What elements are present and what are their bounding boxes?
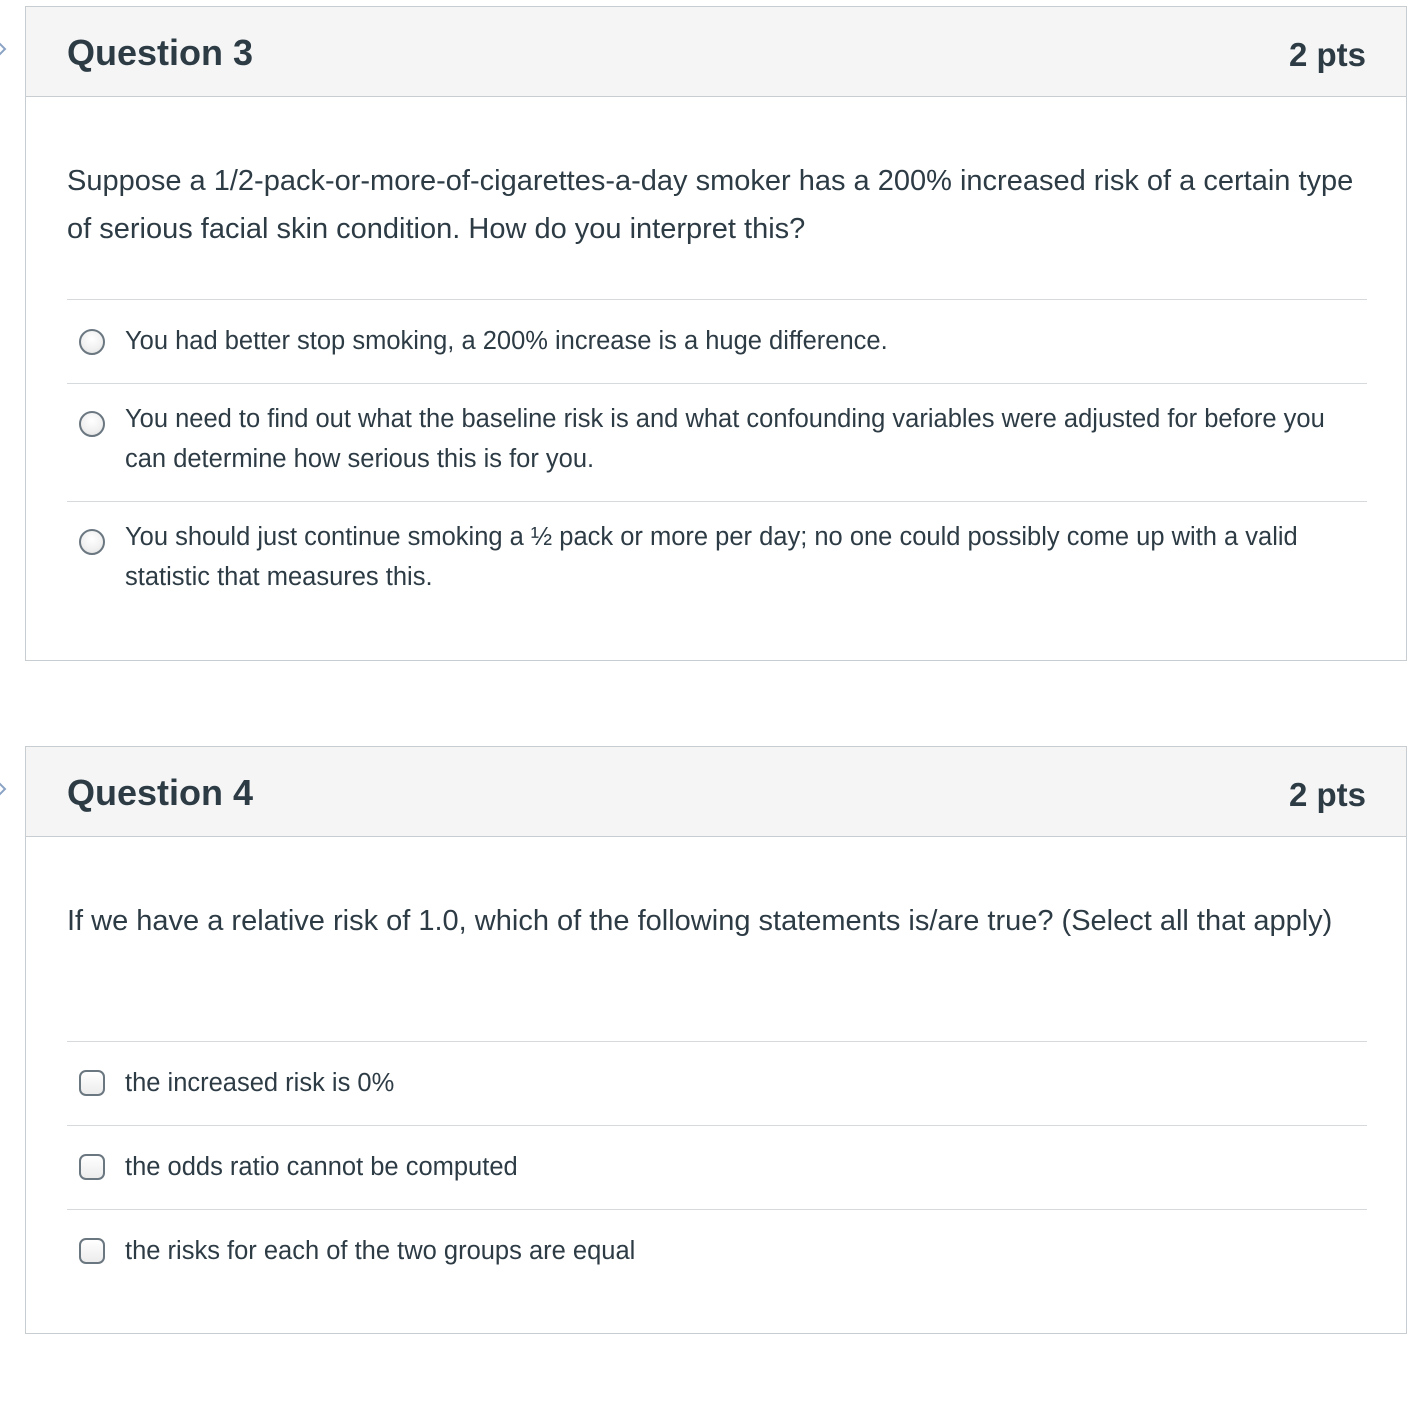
answer-label: the increased risk is 0% (125, 1069, 395, 1097)
answer-checkbox[interactable] (79, 1070, 105, 1096)
answer-label: You should just continue smoking a ½ pack or more per day; no one could possibly come up with a valid statistic that measures this. (125, 523, 1298, 591)
answer-checkbox[interactable] (79, 1154, 105, 1180)
answer-radio[interactable] (79, 529, 105, 555)
question-4-flag-icon[interactable] (0, 778, 8, 800)
question-3-header (26, 7, 1406, 97)
question-4-header (26, 747, 1406, 837)
question-3-answers (67, 299, 1367, 619)
answer-label: the risks for each of the two groups are equal (125, 1237, 636, 1265)
answer-checkbox[interactable] (79, 1238, 105, 1264)
question-4-card (25, 746, 1407, 1334)
answer-label: You need to find out what the baseline risk is and what confounding variables were adjusted for before you can determine how serious this is for you. (125, 405, 1325, 473)
question-3-answer-1[interactable] (67, 299, 1367, 383)
question-3-text: Suppose a 1/2-pack-or-more-of-cigarettes-a-day smoker has a 200% increased risk of a certain type of serious facial skin condition. How do you interpret this? (67, 165, 1354, 245)
question-4-answers (67, 1041, 1367, 1293)
question-3-title: Question 3 (67, 32, 254, 73)
answer-radio[interactable] (79, 411, 105, 437)
question-4-points: 2 pts (1288, 776, 1366, 813)
question-4-title: Question 4 (67, 772, 254, 813)
question-3-answer-3[interactable] (67, 501, 1367, 619)
question-4-answer-1[interactable] (67, 1041, 1367, 1125)
question-3-points: 2 pts (1288, 36, 1366, 73)
question-3-answer-2[interactable] (67, 383, 1367, 501)
answer-label: the odds ratio cannot be computed (125, 1153, 518, 1181)
question-4-answer-2[interactable] (67, 1125, 1367, 1209)
question-4-answer-3[interactable] (67, 1209, 1367, 1293)
question-4-text: If we have a relative risk of 1.0, which of the following statements is/are true? (Select all that apply) (67, 905, 1333, 937)
answer-radio[interactable] (79, 329, 105, 355)
answer-label: You had better stop smoking, a 200% increase is a huge difference. (125, 327, 888, 355)
question-3-flag-icon[interactable] (0, 38, 8, 60)
question-3-card (25, 6, 1407, 661)
